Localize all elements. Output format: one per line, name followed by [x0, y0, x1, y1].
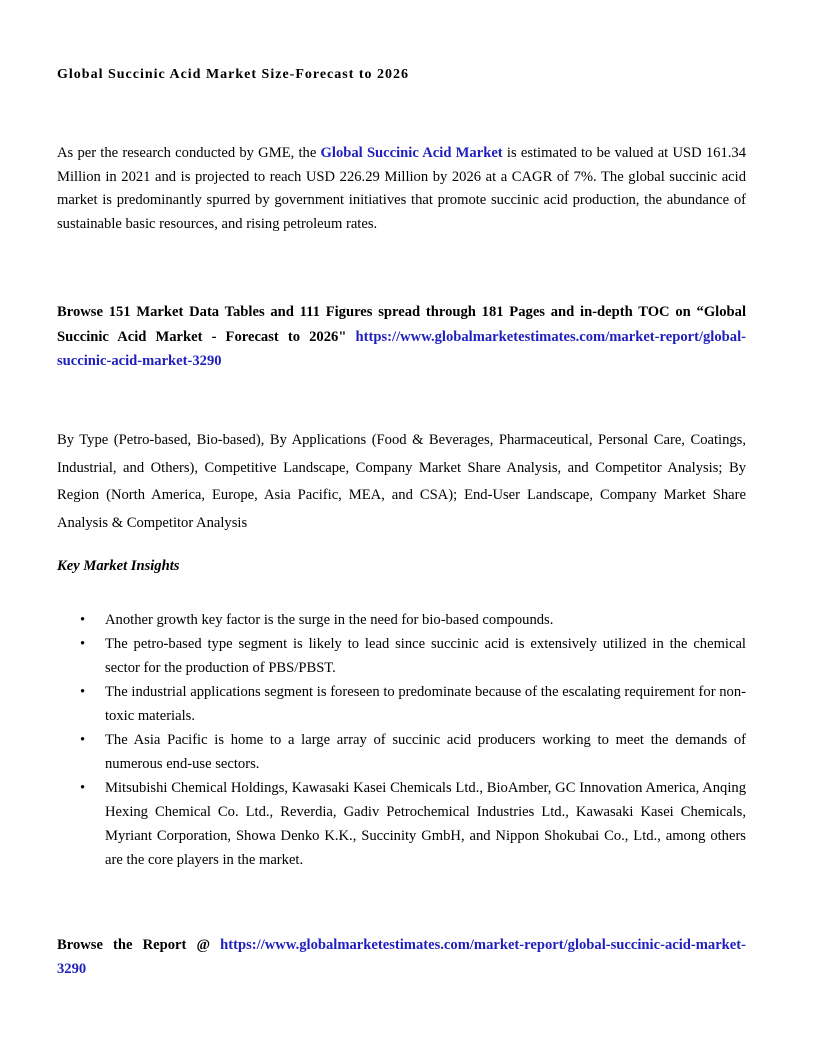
list-item-text: Another growth key factor is the surge in the need for bio-based compounds.	[105, 612, 554, 628]
list-item-text: The Asia Pacific is home to a large array of succinic acid producers working to meet the demands of numerous end-use sectors.	[105, 732, 746, 772]
browse-toc-link[interactable]: https://www.globalmarketestimates.com/market-report/global-succinic-acid-market-3290	[57, 328, 746, 369]
list-item	[57, 776, 746, 872]
browse-report-text: Browse the Report @	[57, 937, 221, 953]
list-item	[57, 680, 746, 728]
segmentation-paragraph: By Type (Petro-based, Bio-based), By Applications (Food & Beverages, Pharmaceutical, Personal Care, Coatings, Industrial, and Others), Competitive Landscape, Company Market Share Analysis, and Competitor Analysis; By Region (North America, Europe, Asia Pacific, MEA, and CSA); End-User Landscape, Company Market Share Analysis & Competitor Analysis	[57, 432, 746, 531]
bullet-icon: •	[80, 780, 86, 796]
market-link[interactable]: Global Succinic Acid Market	[320, 145, 503, 161]
list-item-text: The petro-based type segment is likely to lead since succinic acid is extensively utilized in the chemical sector for the production of PBS/PBST.	[105, 636, 746, 676]
list-item	[57, 728, 746, 776]
bullet-icon: •	[80, 684, 86, 700]
intro-text-after: is estimated to be valued at USD 161.34 Million in 2021 and is projected to reach USD 226.29 Million by 2026 at a CAGR of 7%. The global succinic acid market is predominantly spurred by government initiatives that promote succinic acid production, the abundance of sustainable basic resources, and rising petroleum rates.	[57, 145, 746, 232]
list-item-text: Mitsubishi Chemical Holdings, Kawasaki Kasei Chemicals Ltd., BioAmber, GC Innovation America, Anqing Hexing Chemical Co. Ltd., Reverdia, Gadiv Petrochemical Industries Ltd., Kawasaki Kasei Chemicals, Myriant Corporation, Showa Denko K.K., Succinity GmbH, and Nippon Shokubai Co., Ltd., among others are the core players in the market.	[105, 780, 746, 868]
bullet-icon: •	[80, 612, 86, 628]
bullet-icon: •	[80, 636, 86, 652]
page-title: Global Succinic Acid Market Size-Forecast to 2026	[57, 67, 410, 82]
browse-report-paragraph	[57, 934, 746, 982]
bullet-icon: •	[80, 732, 86, 748]
list-item	[57, 608, 746, 632]
list-item-text: The industrial applications segment is foreseen to predominate because of the escalating requirement for non-toxic materials.	[105, 684, 746, 724]
browse-report-link[interactable]: https://www.globalmarketestimates.com/market-report/global-succinic-acid-market-3290	[57, 937, 746, 977]
browse-toc-text: Browse 151 Market Data Tables and 111 Figures spread through 181 Pages and in-depth TOC on “Global Succinic Acid Market - Forecast to 2026"	[57, 304, 746, 345]
list-item	[57, 632, 746, 680]
insights-heading: Key Market Insights	[57, 558, 180, 574]
intro-text-before: As per the research conducted by GME, the	[57, 145, 321, 161]
insights-list	[57, 608, 746, 872]
browse-toc-paragraph	[57, 300, 746, 374]
intro-paragraph	[57, 142, 746, 236]
